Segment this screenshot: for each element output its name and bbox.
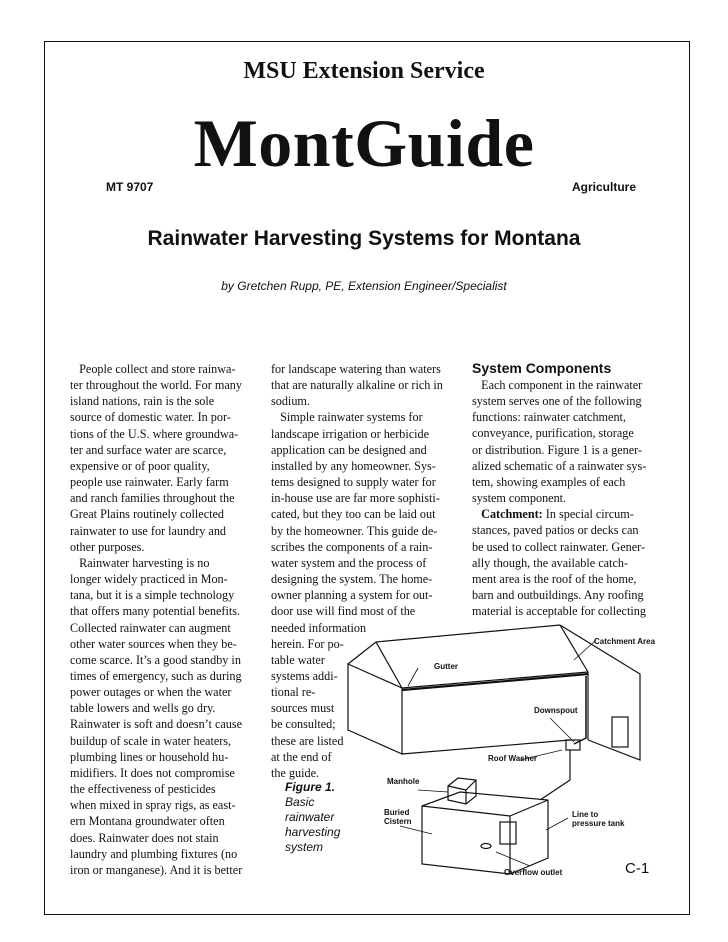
text-line: that offers many potential benefits.: [70, 604, 241, 619]
text-line: in-house use are far more sophisti-: [271, 491, 440, 506]
text-line: expensive or of poor quality,: [70, 458, 210, 473]
text-line: or distribution. Figure 1 is a gener-: [472, 442, 643, 457]
text-line: Simple rainwater systems for: [271, 410, 423, 425]
roof-eave: [402, 672, 588, 688]
text-line: buildup of scale in water heaters,: [70, 733, 232, 748]
label-buried: Buried: [384, 808, 410, 817]
text-line: be used to collect rainwater. Gener-: [472, 539, 646, 554]
text-line: that are naturally alkaline or rich in: [271, 378, 443, 393]
extension-service-heading: MSU Extension Service: [243, 58, 485, 84]
text-line: midifiers. It does not compromise: [70, 765, 235, 780]
publication-number: MT 9707: [106, 180, 154, 194]
text-line: stances, paved patios or decks can: [472, 523, 639, 538]
text-span: In special circum-: [542, 507, 634, 522]
figure-caption-line: rainwater: [285, 810, 335, 824]
text-line: laundry and plumbing fixtures (no: [70, 846, 238, 861]
text-line: tem, showing examples of each: [472, 474, 626, 489]
door: [612, 717, 628, 747]
text-line: herein. For po-: [271, 636, 344, 651]
page-number: C-1: [625, 860, 650, 877]
figure-caption: [285, 780, 340, 855]
article-title: Rainwater Harvesting Systems for Montana: [147, 227, 581, 250]
label-downspout: Downspout: [534, 706, 578, 715]
text-line: rainwater to use for laundry and: [70, 523, 227, 538]
gable-edge: [348, 642, 376, 664]
montguide-logo: MontGuide: [193, 105, 535, 181]
pressure-tank: [500, 822, 516, 844]
text-line: sources must: [271, 701, 335, 716]
label-cistern: Cistern: [384, 817, 412, 826]
label-line-to: Line to: [572, 810, 599, 819]
gable-edge-2: [376, 642, 402, 688]
text-line: when mixed in spray rigs, as east-: [70, 798, 236, 813]
text-line: table lowers and wells go dry.: [70, 701, 216, 716]
text-line: other water sources when they be-: [70, 636, 237, 651]
category-label: Agriculture: [572, 180, 637, 194]
cistern-edge: [422, 806, 510, 816]
byline: by Gretchen Rupp, PE, Extension Engineer/Specialist: [221, 279, 507, 293]
text-line: the guide.: [271, 765, 320, 780]
text-line: door use will find most of the: [271, 604, 416, 619]
text-line: systems addi-: [271, 668, 338, 683]
text-line: conveyance, purification, storage: [472, 426, 634, 441]
manhole: [448, 778, 476, 804]
text-line: ern Montana groundwater often: [70, 814, 225, 829]
text-line: landscape irrigation or herbicide: [271, 426, 430, 441]
section-heading: System Components: [472, 360, 612, 376]
right-gable-edge: [560, 625, 588, 672]
text-line: table water: [271, 652, 325, 667]
label-pressure-tank: pressure tank: [572, 819, 625, 828]
text-line: material is acceptable for collecting: [472, 604, 646, 619]
text-line: power outages or when the water: [70, 685, 232, 700]
cistern: [422, 792, 548, 874]
text-line: the effectiveness of pesticides: [70, 782, 216, 797]
text-line: alized schematic of a rainwater sys-: [472, 458, 647, 473]
text-line: plumbing lines or household hu-: [70, 749, 229, 764]
text-line: needed information: [271, 620, 367, 635]
float: [481, 844, 491, 849]
text-line: cated, but they too can be laid out: [271, 507, 436, 522]
text-line: Rainwater harvesting is no: [70, 555, 210, 570]
text-line: Rainwater is soft and doesn’t cause: [70, 717, 243, 732]
text-line: tional re-: [271, 685, 316, 700]
text-line: and ranch families throughout the: [70, 491, 235, 506]
text-line: designing the system. The home-: [271, 572, 433, 587]
figure-label: Figure 1.: [285, 780, 336, 794]
text-line: for landscape watering than waters: [271, 362, 441, 376]
label-gutter: Gutter: [434, 662, 458, 671]
text-line: ment area is the roof of the home,: [472, 571, 637, 586]
text-line: barn and outbuildings. Any roofing: [472, 588, 644, 603]
house-gable-wall: [348, 664, 402, 754]
text-line: system component.: [472, 491, 567, 506]
text-line: tions of the U.S. where groundwa-: [70, 426, 239, 441]
text-line: be consulted;: [271, 717, 336, 732]
text-line: ter throughout the world. For many: [70, 378, 242, 393]
text-line: application can be designed and: [271, 442, 427, 457]
gutter: [402, 674, 588, 690]
text-line: source of domestic water. In por-: [70, 410, 231, 425]
label-overflow-outlet: Overflow outlet: [504, 868, 563, 877]
text-line: People collect and store rainwa-: [70, 362, 236, 376]
text-line: tems designed to supply water for: [271, 475, 436, 490]
text-line: Collected rainwater can augment: [70, 620, 231, 635]
text-line: by the homeowner. This guide de-: [271, 523, 438, 538]
cistern-edge-2: [510, 800, 548, 816]
figure-caption-line: system: [285, 840, 324, 854]
text-line: come scarce. It’s a good standby in: [70, 652, 241, 667]
text-line: ter and surface water are scarce,: [70, 442, 227, 457]
label-roof-washer: Roof Washer: [488, 754, 538, 763]
text-line: installed by any homeowner. Sys-: [271, 458, 436, 473]
text-line: scribes the components of a rain-: [271, 539, 433, 554]
front-wall-base: [402, 740, 570, 754]
text-line: does. Rainwater does not stain: [70, 830, 219, 845]
text-line: water system and the process of: [271, 555, 427, 570]
label-manhole: Manhole: [387, 777, 420, 786]
text-line: island nations, rain is the sole: [70, 394, 215, 409]
text-line: iron or manganese). And it is better: [70, 862, 243, 877]
pipe: [540, 750, 570, 800]
text-line: tana, but it is a simple technology: [70, 588, 235, 603]
label-catchment-area: Catchment Area: [594, 637, 656, 646]
text-line: longer widely practiced in Mon-: [70, 572, 228, 587]
text-line: other purposes.: [70, 539, 145, 554]
text-line: Each component in the rainwater: [472, 378, 643, 392]
catchment-term: Catchment:: [481, 507, 543, 522]
text-line: Great Plains routinely collected: [70, 507, 224, 522]
figure-caption-line: harvesting: [285, 825, 341, 839]
text-line: functions: rainwater catchment,: [472, 410, 626, 425]
text-line: sodium.: [271, 394, 310, 409]
text-line: system serves one of the following: [472, 394, 642, 409]
text-line: these are listed: [271, 733, 344, 748]
text-line: owner planning a system for out-: [271, 588, 433, 603]
text-line: at the end of: [271, 749, 332, 764]
text-line: ally though, the available catch-: [472, 555, 629, 570]
figure-caption-line: Basic: [285, 795, 315, 809]
text-line: times of emergency, such as during: [70, 668, 242, 683]
text-line: people use rainwater. Early farm: [70, 475, 229, 490]
roof-ridge: [376, 625, 560, 642]
